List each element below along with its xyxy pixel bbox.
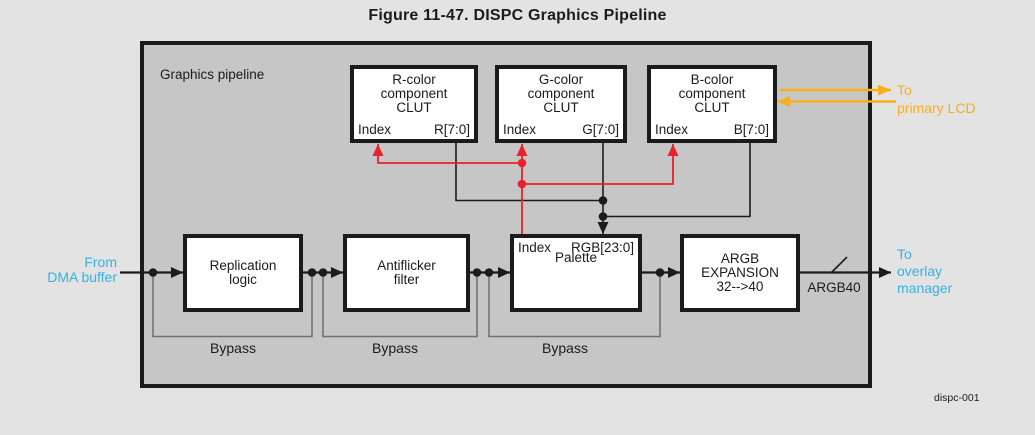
g-color-clut-box — [495, 65, 627, 143]
bypass-label-antiflicker: Bypass — [372, 340, 418, 356]
antiflicker-filter-box — [343, 234, 470, 312]
to-overlay-manager-label — [897, 246, 952, 297]
argb-line3: 32-->40 — [716, 279, 764, 294]
g-clut-index-label: Index — [503, 122, 537, 137]
to-primary-lcd-label — [897, 81, 976, 117]
palette-rgb-bus-label: RGB[23:0] — [570, 240, 634, 255]
g-clut-line2: component — [527, 86, 595, 101]
replication-line1: Replication — [209, 258, 277, 273]
argb-line1: ARGB — [720, 251, 760, 266]
from-dma-line2: DMA buffer — [47, 269, 117, 285]
argb-line2: EXPANSION — [701, 265, 779, 280]
figure-id-label: dispc-001 — [934, 392, 980, 404]
g-clut-line1: G-color — [538, 72, 584, 87]
to-overlay-line2: overlay — [897, 263, 943, 279]
g-clut-line3: CLUT — [543, 100, 579, 115]
palette-box — [510, 234, 642, 312]
to-primary-line2: primary LCD — [897, 100, 976, 116]
argb-expansion-box — [680, 234, 800, 312]
b-clut-output-label: B[7:0] — [733, 122, 769, 137]
b-clut-index-label: Index — [655, 122, 689, 137]
antiflicker-line2: filter — [393, 272, 420, 287]
b-clut-line1: B-color — [690, 72, 734, 87]
g-clut-output-label: G[7:0] — [582, 122, 619, 137]
r-clut-output-label: R[7:0] — [433, 122, 470, 137]
bypass-label-palette: Bypass — [542, 340, 588, 356]
antiflicker-line1: Antiflicker — [377, 258, 436, 273]
figure-title: Figure 11-47. DISPC Graphics Pipeline — [368, 7, 667, 24]
graphics-pipeline-label: Graphics pipeline — [160, 67, 265, 82]
palette-name: Palette — [554, 250, 598, 265]
replication-line2: logic — [229, 272, 257, 287]
from-dma-line1: From — [84, 254, 117, 270]
r-clut-line2: component — [380, 86, 448, 101]
bypass-label-replication: Bypass — [210, 340, 256, 356]
b-color-clut-box — [647, 65, 777, 143]
r-clut-line1: R-color — [392, 72, 436, 87]
palette-index-label: Index — [518, 240, 552, 255]
b-clut-line2: component — [678, 86, 746, 101]
r-clut-index-label: Index — [358, 122, 392, 137]
r-color-clut-box — [350, 65, 478, 143]
to-overlay-line3: manager — [897, 280, 953, 296]
to-overlay-line1: To — [897, 246, 912, 262]
to-primary-line1: To — [897, 82, 912, 98]
argb40-bus-label: ARGB40 — [807, 280, 861, 295]
replication-logic-box — [183, 234, 303, 312]
r-clut-line3: CLUT — [396, 100, 432, 115]
b-clut-line3: CLUT — [694, 100, 730, 115]
from-dma-buffer-label — [10, 255, 117, 285]
